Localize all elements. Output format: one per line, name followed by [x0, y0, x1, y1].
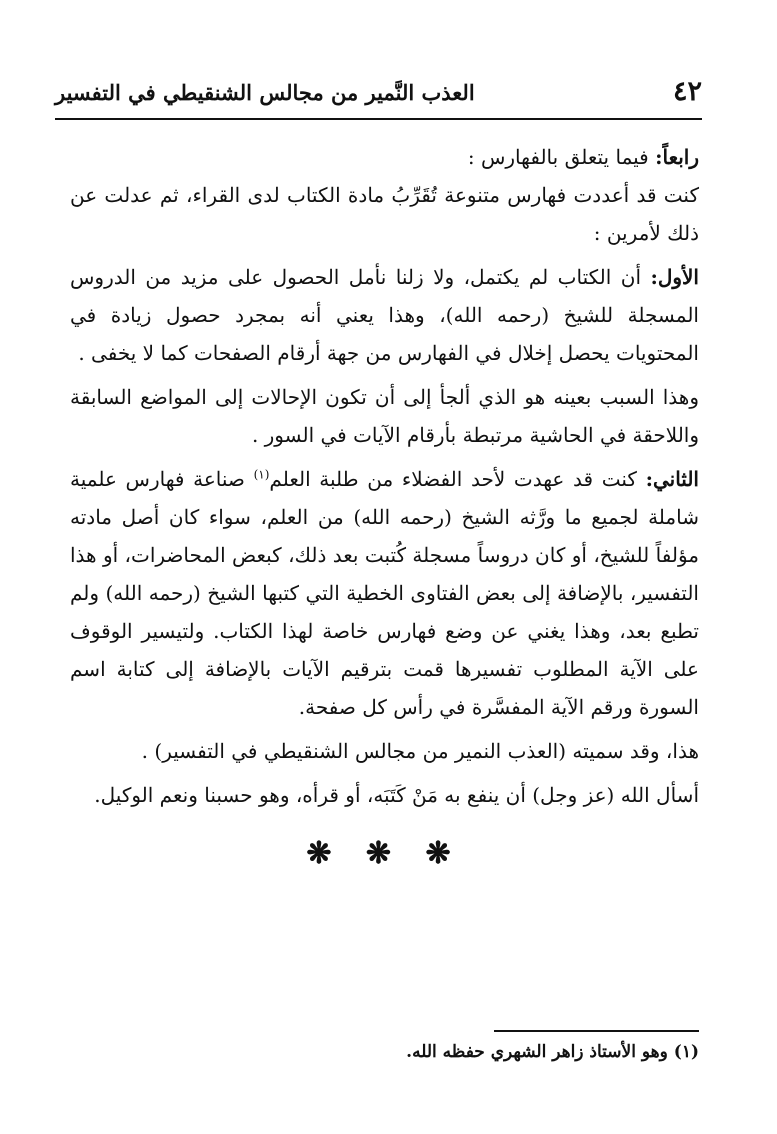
paragraph-book-title: [70, 732, 699, 770]
paragraph-second-reason: [70, 460, 699, 726]
paragraph-text: أسأل الله (عز وجل) أن ينفع به مَنْ كَتَبَه، أو قرأه، وهو حسبنا ونعم الوكيل.: [94, 783, 699, 807]
paragraph-text: أن الكتاب لم يكتمل، ولا زلنا نأمل الحصول على مزيد من الدروس المسجلة للشيخ (رحمه الله)، وهذا يعني أنه بمجرد حصول زيادة في المحتويات يحصل إخلال في الفهارس من جهة أرقام الصفحات كما لا يخفى .: [70, 265, 699, 365]
paragraph-text: كنت قد عهدت لأحد الفضلاء من طلبة العلم: [269, 467, 646, 491]
page-body: [70, 138, 699, 871]
footnote-marker: (١): [673, 1042, 699, 1062]
paragraph-lead: الثاني:: [645, 467, 699, 491]
paragraph-text: كنت قد أعددت فهارس متنوعة تُقَرِّبُ مادة الكتاب لدى القراء، ثم عدلت عن ذلك لأمرين :: [70, 183, 699, 245]
paragraph-cross-references: [70, 378, 699, 454]
paragraph-lead: الأول:: [650, 265, 699, 289]
paragraph-text: صناعة فهارس علمية شاملة لجميع ما ورَّثه الشيخ (رحمه الله) من العلم، سواء كان أصل مادته مؤلفاً للشيخ، أو كان دروساً مسجلة كُتبت بعد ذلك، كبعض المحاضرات، أو هذا التفسير، بالإضافة إلى بعض الفتاوى الخطية التي كتبها الشيخ (رحمه الله) ولم تطبع بعد، وهذا يغني عن وضع فهارس خاصة لهذا الكتاب. ولتيسير الوقوف على الآية المطلوب تفسيرها قمت بترقيم الآيات بالإضافة إلى كتابة اسم السورة ورقم الآية المفسَّرة في رأس كل صفحة.: [70, 467, 699, 719]
paragraph-indexes: [70, 176, 699, 252]
footnote: [70, 1042, 699, 1062]
page-header: [55, 76, 702, 112]
paragraph-fourth-heading: [70, 138, 699, 176]
paragraph-lead: رابعاً:: [655, 145, 699, 169]
page-number: ٤٢: [672, 76, 702, 107]
section-separator: ❋ ❋ ❋: [306, 836, 463, 871]
footnote-reference[interactable]: (١): [253, 467, 270, 482]
header-rule: [55, 118, 702, 120]
paragraph-text: وهذا السبب بعينه هو الذي ألجأ إلى أن تكون الإحالات إلى المواضع السابقة واللاحقة في الحاشية مرتبطة بأرقام الآيات في السور .: [70, 385, 699, 447]
running-title: العذب النَّمير من مجالس الشنقيطي في التفسير: [55, 80, 475, 105]
paragraph-text: فيما يتعلق بالفهارس :: [467, 145, 656, 169]
paragraph-text: هذا، وقد سميته (العذب النمير من مجالس الشنقيطي في التفسير) .: [141, 739, 699, 763]
footnote-rule: [494, 1030, 699, 1032]
footnote-text: وهو الأستاذ زاهر الشهري حفظه الله.: [406, 1042, 674, 1062]
paragraph-closing-prayer: [70, 776, 699, 814]
paragraph-first-reason: [70, 258, 699, 372]
